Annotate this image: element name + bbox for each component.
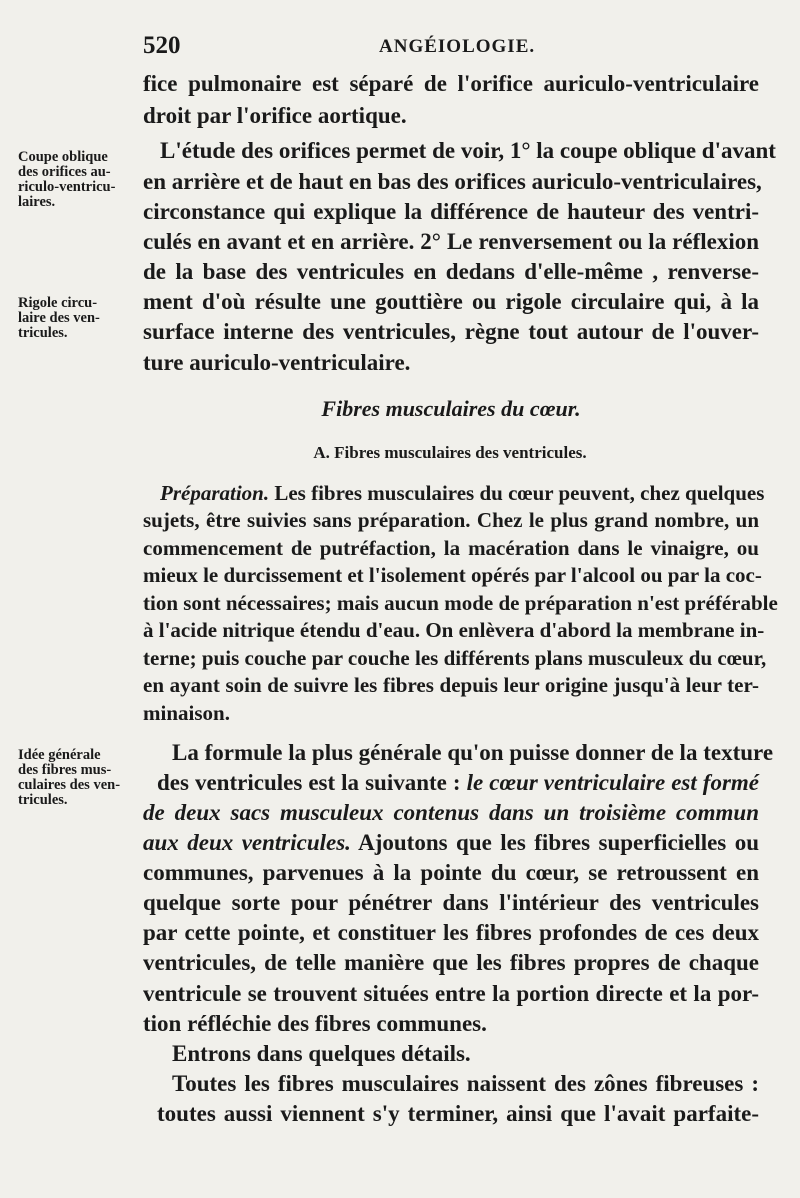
text-line: à l'acide nitrique étendu d'eau. On enlèvera d'abord la membrane in- (143, 618, 765, 642)
text-line: en ayant soin de suivre les fibres depuis leur origine jusqu'à leur ter- (143, 673, 759, 697)
running-title: ANGÉIOLOGIE. (379, 36, 536, 57)
text-line: Entrons dans quelques détails. (172, 1041, 471, 1066)
margin-note-idee-generale (18, 748, 140, 808)
margin-note-line: tricules. (18, 792, 68, 808)
text-line: toutes aussi viennent s'y terminer, ainsi que l'avait parfaite- (157, 1101, 759, 1126)
margin-note-line: laire des ven- (18, 310, 100, 326)
text-line: surface interne des ventricules, règne tout autour de l'ouver- (143, 319, 759, 344)
text-line: terne; puis couche par couche les différents plans musculeux du cœur, (143, 646, 767, 670)
text-line: de la base des ventricules en dedans d'elle-même , renverse- (143, 259, 759, 284)
margin-note-line: Coupe oblique (18, 149, 108, 165)
margin-note-line: tricules. (18, 325, 68, 341)
text-span: Ajoutons que les fibres superficielles ou (350, 830, 759, 855)
margin-note-line: riculo-ventricu- (18, 179, 116, 195)
text-line: mieux le durcissement et l'isolement opérés par l'alcool ou par la coc- (143, 563, 762, 587)
text-line: L'étude des orifices permet de voir, 1° la coupe oblique d'avant (160, 138, 776, 163)
text-line: La formule la plus générale qu'on puisse donner de la texture (172, 740, 774, 765)
text-line: minaison. (143, 701, 230, 725)
text-line: tion réfléchie des fibres communes. (143, 1011, 487, 1036)
text-line: fice pulmonaire est séparé de l'orifice auriculo-ventriculaire (143, 71, 759, 96)
margin-note-line: culaires des ven- (18, 777, 121, 793)
text-span: Les fibres musculaires du cœur peuvent, chez quelques (269, 481, 765, 505)
text-line: ment d'où résulte une gouttière ou rigole circulaire qui, à la (143, 289, 759, 314)
text-line: sujets, être suivies sans préparation. Chez le plus grand nombre, un (143, 508, 759, 532)
text-line (157, 770, 759, 796)
margin-note-coupe-oblique (18, 150, 140, 210)
text-line: quelque sorte pour pénétrer dans l'intérieur des ventricules (143, 890, 759, 915)
text-line (143, 830, 759, 856)
text-span: des ventricules est la suivante : (157, 770, 467, 795)
text-line: ventricules, de telle manière que les fibres propres de chaque (143, 950, 759, 975)
margin-note-line: Rigole circu- (18, 295, 98, 311)
text-line: de deux sacs musculeux contenus dans un troisième commun (143, 800, 759, 825)
text-line: par cette pointe, et constituer les fibres profondes de ces deux (143, 920, 759, 945)
italic-span: le cœur ventriculaire est formé (466, 770, 760, 795)
text-line: circonstance qui explique la différence de hauteur des ventri- (143, 199, 759, 224)
text-line: culés en avant et en arrière. 2° Le renversement ou la réflexion (143, 229, 759, 254)
section-title: Fibres musculaires du cœur. (321, 396, 581, 421)
italic-span: aux deux ventricules. (143, 830, 351, 855)
page-number: 520 (143, 32, 181, 59)
page-header (143, 32, 763, 62)
margin-note-line: Idée générale (18, 747, 101, 763)
text-line (160, 481, 765, 506)
text-line: droit par l'orifice aortique. (143, 103, 407, 128)
text-line: communes, parvenues à la pointe du cœur, se retroussent en (143, 860, 759, 885)
margin-note-line: laires. (18, 194, 56, 210)
text-line: ture auriculo-ventriculaire. (143, 350, 411, 375)
margin-note-line: des orifices au- (18, 164, 111, 180)
text-line: commencement de putréfaction, la macération dans le vinaigre, ou (143, 536, 759, 560)
text-line: ventricule se trouvent situées entre la portion directe et la por- (143, 981, 759, 1006)
margin-note-rigole (18, 296, 140, 341)
text-line: en arrière et de haut en bas des orifices auriculo-ventriculaires, (143, 169, 762, 194)
text-line: Toutes les fibres musculaires naissent des zônes fibreuses : (172, 1071, 759, 1096)
text-line: tion sont nécessaires; mais aucun mode de préparation n'est préférable (143, 591, 778, 615)
section-subtitle: A. Fibres musculaires des ventricules. (313, 443, 587, 462)
margin-note-line: des fibres mus- (18, 762, 112, 778)
preparation-lead: Préparation. (160, 481, 270, 505)
